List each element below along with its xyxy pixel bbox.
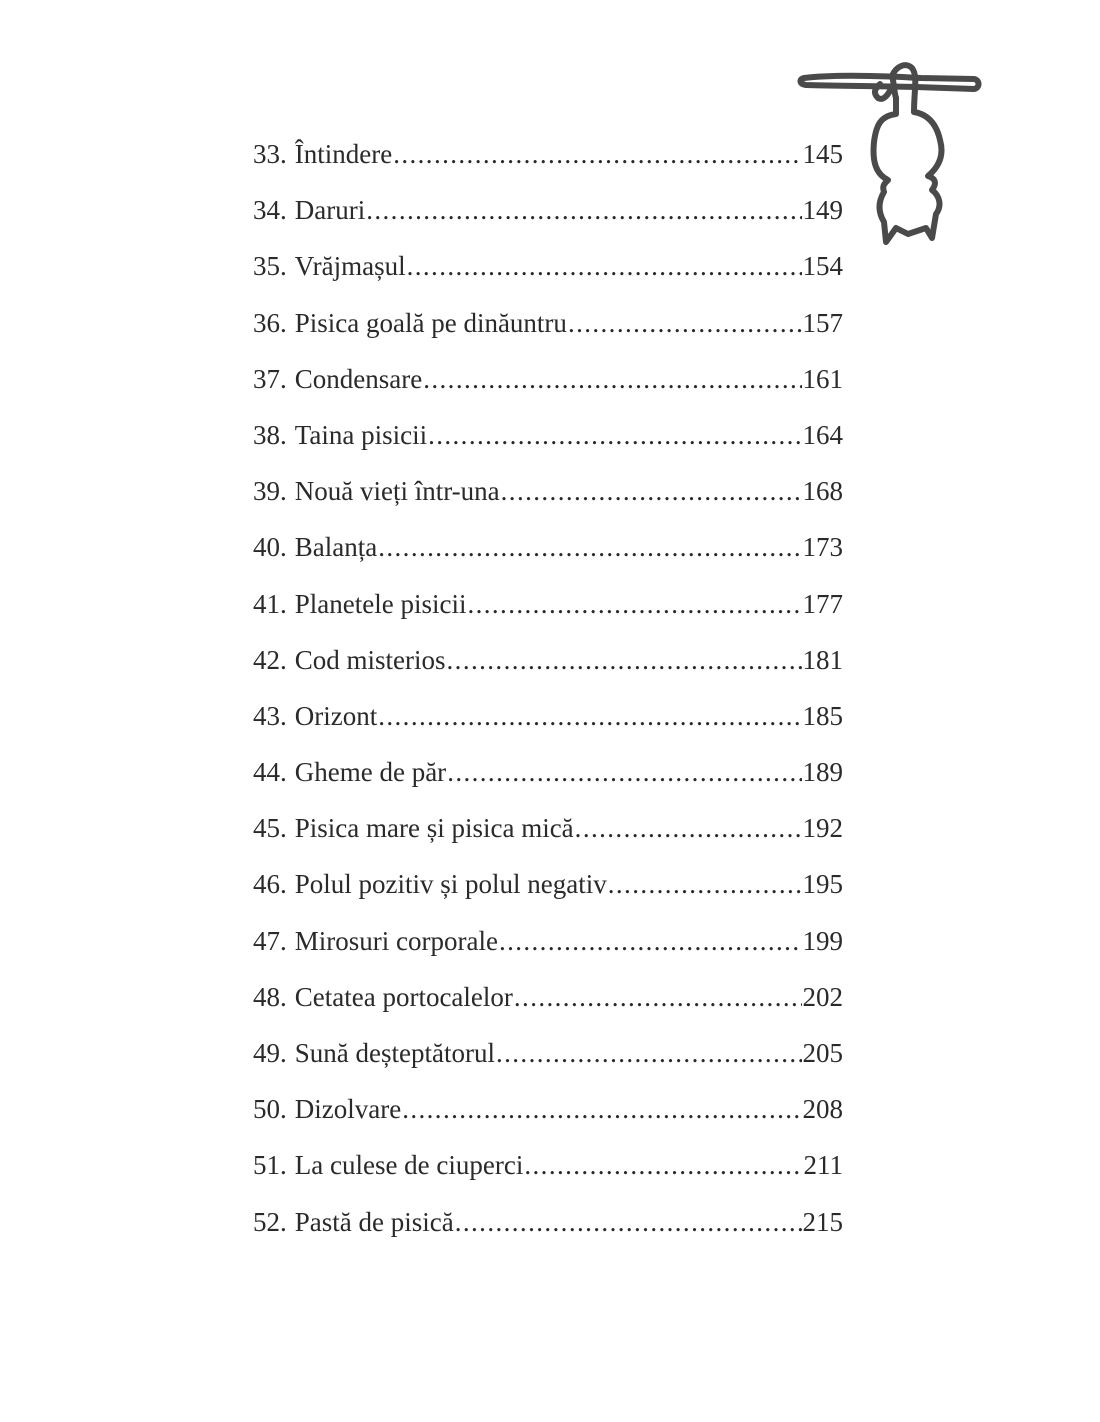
dot-leader <box>524 1145 802 1185</box>
chapter-title: Gheme de păr <box>294 757 447 788</box>
chapter-number: 35. <box>253 251 287 282</box>
chapter-number: 51. <box>253 1150 287 1181</box>
chapter-title: Mirosuri corporale <box>294 925 498 956</box>
dot-leader <box>608 864 802 904</box>
chapter-title: Dizolvare <box>294 1094 402 1125</box>
chapter-number: 45. <box>253 813 287 844</box>
chapter-title: Pisica goală pe dinăuntru <box>294 307 567 338</box>
chapter-number: 52. <box>253 1206 287 1237</box>
toc-entry[interactable] <box>253 640 843 696</box>
page-number: 195 <box>802 869 843 900</box>
chapter-number: 34. <box>253 195 287 226</box>
table-of-contents <box>253 134 843 1258</box>
chapter-number: 36. <box>253 307 287 338</box>
toc-entry[interactable] <box>253 303 843 359</box>
dot-leader <box>575 808 802 848</box>
chapter-number: 49. <box>253 1038 287 1068</box>
chapter-number: 39. <box>253 476 287 507</box>
page-number: 164 <box>802 419 843 450</box>
toc-entry[interactable] <box>253 1033 843 1089</box>
toc-entry[interactable] <box>253 471 843 527</box>
chapter-number: 40. <box>253 532 287 563</box>
chapter-title: Polul pozitiv și polul negativ <box>294 869 607 900</box>
page-number: 177 <box>802 588 843 619</box>
chapter-number: 37. <box>253 363 287 394</box>
dot-leader <box>568 303 802 343</box>
dot-leader <box>393 134 801 174</box>
chapter-title: Planetele pisicii <box>294 588 467 619</box>
dot-leader <box>407 246 802 286</box>
page-number: 199 <box>802 925 843 956</box>
page-number: 205 <box>802 1038 843 1068</box>
page-number: 192 <box>802 813 843 844</box>
dot-leader <box>428 415 801 455</box>
chapter-title: La culese de ciuperci <box>294 1150 524 1181</box>
chapter-title: Taina pisicii <box>294 419 428 450</box>
toc-entry[interactable] <box>253 134 843 190</box>
chapter-title: Orizont <box>294 700 378 731</box>
chapter-number: 46. <box>253 869 287 900</box>
dot-leader <box>447 640 802 680</box>
toc-entry[interactable] <box>253 1145 843 1201</box>
chapter-title: Întindere <box>294 139 393 169</box>
page-number: 145 <box>802 139 843 169</box>
dot-leader <box>402 1089 801 1129</box>
page-number: 202 <box>802 981 843 1012</box>
toc-entry[interactable] <box>253 415 843 471</box>
toc-entry[interactable] <box>253 527 843 583</box>
chapter-title: Balanța <box>294 532 378 563</box>
page-number: 154 <box>802 251 843 282</box>
chapter-number: 41. <box>253 588 287 619</box>
toc-entry[interactable] <box>253 584 843 640</box>
chapter-title: Nouă vieți într-una <box>294 476 500 507</box>
chapter-title: Cod misterios <box>294 644 446 675</box>
page-number: 189 <box>802 757 843 788</box>
chapter-number: 43. <box>253 700 287 731</box>
toc-entry[interactable] <box>253 921 843 977</box>
page-number: 157 <box>802 307 843 338</box>
page-number: 168 <box>802 476 843 507</box>
chapter-number: 47. <box>253 925 287 956</box>
dot-leader <box>378 696 801 736</box>
dot-leader <box>447 752 801 792</box>
dot-leader <box>514 977 802 1017</box>
dot-leader <box>423 359 801 399</box>
toc-entry[interactable] <box>253 808 843 864</box>
chapter-title: Pisica mare și pisica mică <box>294 813 574 844</box>
dot-leader <box>501 471 802 511</box>
toc-entry[interactable] <box>253 246 843 302</box>
chapter-number: 33. <box>253 139 287 169</box>
dot-leader <box>378 527 801 567</box>
toc-entry[interactable] <box>253 359 843 415</box>
page-number: 208 <box>802 1094 843 1125</box>
chapter-number: 38. <box>253 419 287 450</box>
toc-entry[interactable] <box>253 752 843 808</box>
toc-entry[interactable] <box>253 1202 843 1258</box>
chapter-title: Pastă de pisică <box>294 1206 454 1237</box>
chapter-title: Vrăjmașul <box>294 251 406 282</box>
toc-entry[interactable] <box>253 1089 843 1145</box>
chapter-title: Condensare <box>294 363 423 394</box>
chapter-title: Sună deșteptătorul <box>294 1038 495 1068</box>
page-number: 215 <box>802 1206 843 1237</box>
toc-entry[interactable] <box>253 977 843 1033</box>
dot-leader <box>467 584 801 624</box>
chapter-number: 42. <box>253 644 287 675</box>
page-number: 181 <box>802 644 843 675</box>
chapter-title: Daruri <box>294 195 366 226</box>
toc-entry[interactable] <box>253 696 843 752</box>
chapter-number: 50. <box>253 1094 287 1125</box>
chapter-number: 44. <box>253 757 287 788</box>
page-number: 149 <box>802 195 843 226</box>
page-number: 185 <box>802 700 843 731</box>
chapter-number: 48. <box>253 981 287 1012</box>
dot-leader <box>499 921 802 961</box>
toc-entry[interactable] <box>253 190 843 246</box>
page-number: 211 <box>803 1150 843 1181</box>
toc-entry[interactable] <box>253 864 843 920</box>
dot-leader <box>366 190 801 230</box>
page-number: 161 <box>802 363 843 394</box>
page-number: 173 <box>802 532 843 563</box>
dot-leader <box>496 1033 802 1073</box>
dot-leader <box>455 1202 802 1242</box>
chapter-title: Cetatea portocalelor <box>294 981 513 1012</box>
